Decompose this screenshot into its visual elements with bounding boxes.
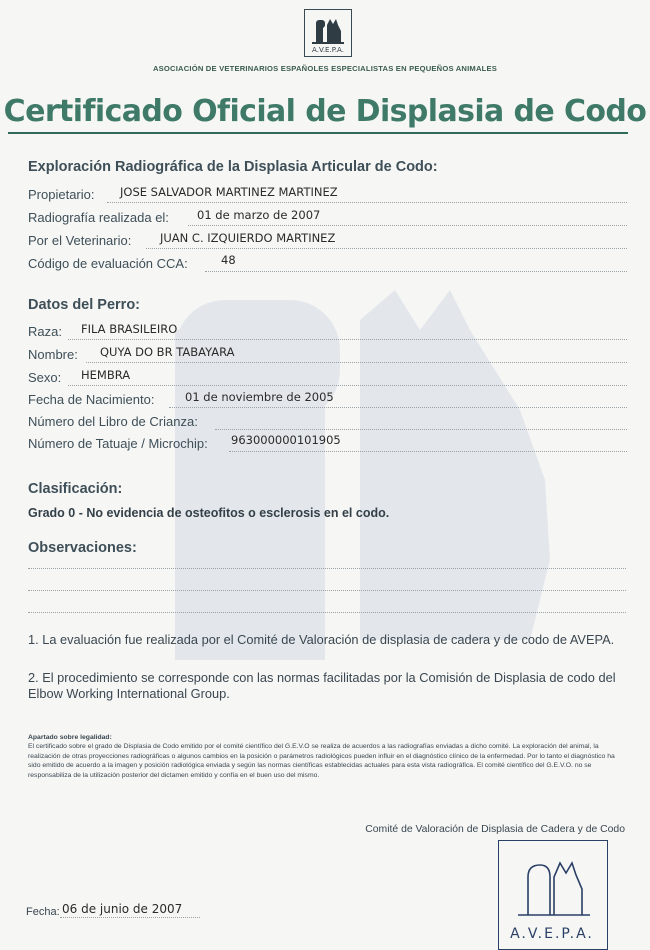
title-divider (8, 132, 628, 134)
fecha-value: 06 de junio de 2007 (62, 902, 183, 916)
svg-text:A.V.E.P.A.: A.V.E.P.A. (312, 46, 344, 54)
sexo-label: Sexo: (28, 370, 62, 385)
libro-label: Número del Libro de Crianza: (28, 414, 198, 429)
libro-line (215, 429, 627, 430)
raza-label: Raza: (28, 324, 62, 339)
clasificacion-grade: Grado 0 - No evidencia de osteofitos o esclerosis en el codo. (28, 506, 390, 520)
codigo-value: 48 (221, 253, 236, 267)
propietario-line (107, 202, 627, 203)
nombre-label: Nombre: (28, 347, 78, 362)
nacimiento-line (169, 407, 627, 408)
nacimiento-value: 01 de noviembre de 2005 (185, 390, 334, 404)
veterinario-value: JUAN C. IZQUIERDO MARTINEZ (160, 231, 336, 245)
committee-name: Comité de Valoración de Displasia de Cadera y de Codo (365, 824, 625, 835)
propietario-label: Propietario: (28, 187, 95, 202)
note-item-2: 2. El procedimiento se corresponde con las normas facilitadas por la Comisión de Displasia de codo del Elbow Working International Group. (28, 670, 616, 701)
stamp-text: A.V.E.P.A. (510, 926, 594, 942)
tatuaje-line (229, 451, 627, 452)
tatuaje-value: 963000000101905 (231, 433, 341, 447)
fecha-label: Fecha: (26, 906, 60, 918)
radiografia-label: Radiografía realizada el: (28, 210, 169, 225)
nacimiento-label: Fecha de Nacimiento: (28, 392, 155, 407)
fecha-line (60, 917, 200, 918)
clasificacion-heading: Clasificación: (28, 481, 123, 497)
nombre-line (86, 362, 627, 363)
page-title: Certificado Oficial de Displasia de Codo (3, 94, 647, 129)
perro-heading: Datos del Perro: (28, 297, 140, 313)
exploracion-heading: Exploración Radiográfica de la Displasia Articular de Codo: (28, 159, 438, 175)
sexo-value: HEMBRA (81, 368, 131, 382)
legal-title: Apartado sobre legalidad: (28, 734, 112, 741)
raza-value: FILA BRASILEIRO (81, 322, 178, 336)
nombre-value: QUYA DO BR TABAYARA (100, 345, 235, 359)
observaciones-line (28, 568, 626, 569)
veterinario-label: Por el Veterinario: (28, 233, 132, 248)
codigo-line (205, 271, 627, 272)
observaciones-line (28, 590, 626, 591)
note-item-1: 1. La evaluación fue realizada por el Comité de Valoración de displasia de cadera y de codo de AVEPA. (28, 632, 615, 647)
avepa-stamp-icon (510, 855, 596, 921)
radiografia-line (188, 225, 627, 226)
raza-line (68, 339, 627, 340)
observaciones-heading: Observaciones: (28, 540, 137, 556)
sexo-line (68, 385, 627, 386)
tatuaje-label: Número de Tatuaje / Microchip: (28, 436, 208, 451)
observaciones-line (28, 612, 626, 613)
association-name: ASOCIACIÓN DE VETERINARIOS ESPAÑOLES ESPECIALISTAS EN PEQUEÑOS ANIMALES (152, 64, 497, 73)
radiografia-value: 01 de marzo de 2007 (197, 208, 321, 222)
legal-text: El certificado sobre el grado de Displasia de Codo emitido por el comité científico del G.E.V.O se realiza de acuerdos a las radiografías enviadas a dicho comité. La exploración del animal, la realización de otras proyecciones radiográficas o algunos cambios en la posición o parámetros radiológicos pueden influir en el diagnóstico clínico de la enfermedad. Por lo tanto el diagnóstico ha sido emitido de acuerdo a la imagen y posición radiológica enviada y según las normas científicas establecidas actuales para esta vista radiográfica. El comité científico del G.E.V.O. no se responsabiliza de la utilización posterior del dictamen emitido y confía en el buen uso del mismo. (28, 743, 615, 779)
avepa-logo-icon (304, 9, 352, 57)
codigo-label: Código de evaluación CCA: (28, 256, 188, 271)
propietario-value: JOSE SALVADOR MARTINEZ MARTINEZ (120, 185, 338, 199)
veterinario-line (146, 248, 627, 249)
